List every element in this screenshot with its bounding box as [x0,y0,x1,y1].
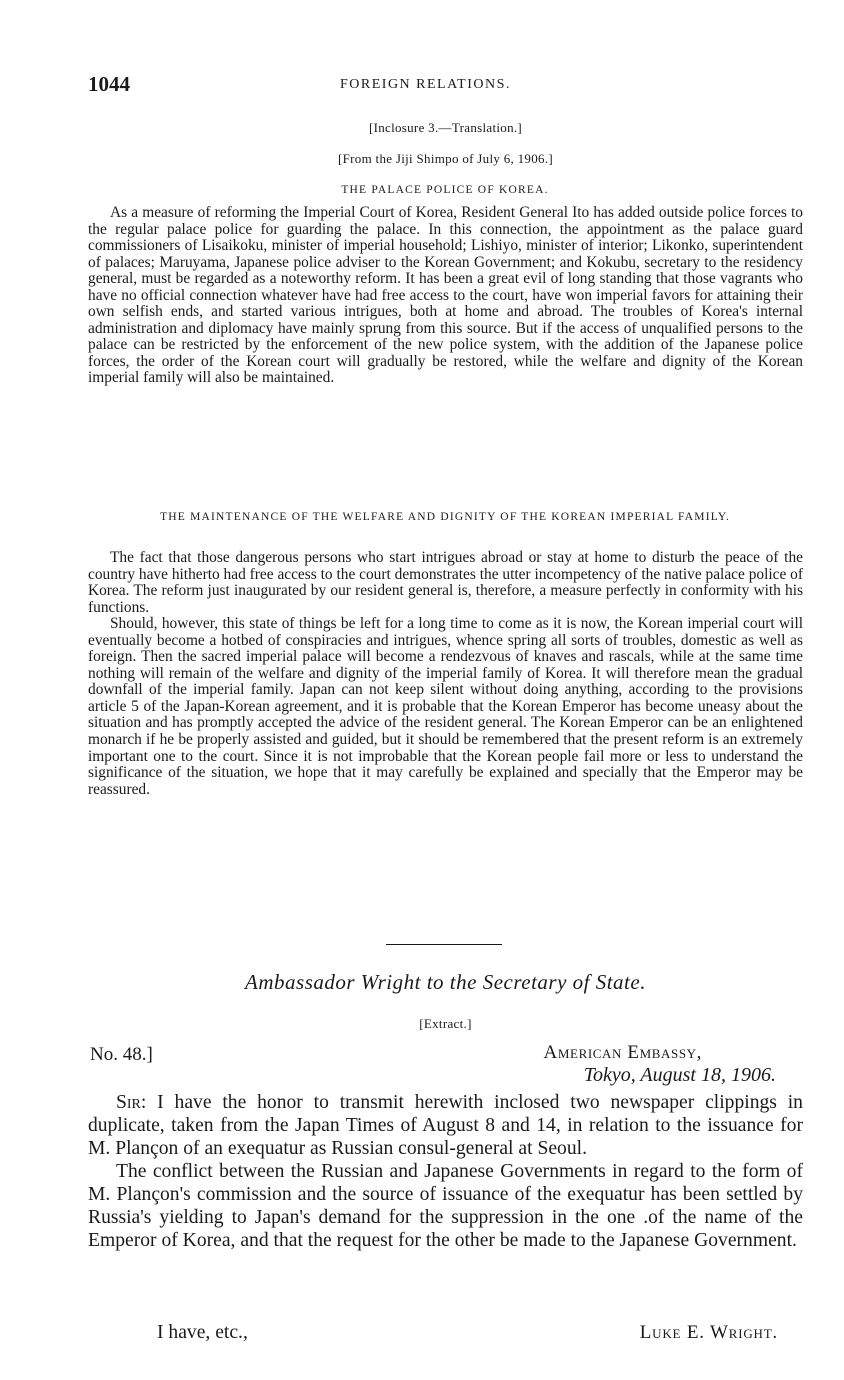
closing: I have, etc., [157,1322,248,1343]
salutation: Sir: [116,1092,147,1113]
paragraph-text: I have the honor to transmit herewith inclosed two newspaper clippings in duplicate, taken from the Japan Times of August 8 and 14, in relation to the issuance for M. Plançon of an exequatur as Russian consul-general at Seoul. [88,1092,803,1159]
page-number: 1044 [88,72,130,96]
inclosure-label: [Inclosure 3.—Translation.] [368,120,523,135]
inclosure-body-2 [88,550,803,798]
running-head [88,72,778,100]
section-heading-welfare-dignity: THE MAINTENANCE OF THE WELFARE AND DIGNITY OF THE KOREAN IMPERIAL FAMILY. [160,511,730,523]
place-date: Tokyo, August 18, 1906. [583,1064,776,1086]
inclosure-body-1 [88,205,803,387]
paragraph: The fact that those dangerous persons who start intrigues abroad or stay at home to disturb the peace of the country have hitherto had free access to the court demonstrates the utter incompetency of the native palace police of Korea. The reform just inaugurated by our resident general is, therefore, a measure perfectly in conformity with his functions. [88,549,803,616]
extract-label: [Extract.] [419,1016,472,1031]
section-heading-palace-police: THE PALACE POLICE OF KOREA. [341,184,549,196]
running-title: FOREIGN RELATIONS. [340,77,511,92]
letter-body [88,1091,803,1252]
letter-title: Ambassador Wright to the Secretary of State. [245,970,646,994]
paragraph: As a measure of reforming the Imperial Court of Korea, Resident General Ito has added outside police forces to the regular palace police for guarding the palace. In this connection, the appointment as the palace guard commissioners of Lisaikoku, minister of imperial household; Lishiyo, minister of interior; Likonko, superintendent of palaces; Maruyama, Japanese police adviser to the Korean Government; and Kokubu, secretary to the residency general, must be regarded as a noteworthy reform. It has been a great evil of long standing that those vagrants who have no official connection whatever have had free access to the court, have won imperial favors for attaining their own selfish ends, and started various intrigues, both at home and abroad. The troubles of Korea's internal administration and diplomacy have mainly sprung from this source. But if the access of unqualified persons to the palace can be restricted by the enforcement of the new police system, with the addition of the Japanese police forces, the order of the Korean court will gradually be restored, while the welfare and dignity of the Korean imperial family will also be maintained. [88,204,803,387]
section-divider [386,944,502,945]
paragraph [88,1091,803,1160]
signature: Luke E. Wright. [639,1322,778,1343]
paragraph: The conflict between the Russian and Japanese Governments in regard to the form of M. Plançon's commission and the source of issuance of the exequatur has been settled by Russia's yielding to Japan's demand for the suppression in the one .of the name of the Emperor of Korea, and that the request for the other be made to the Japanese Government. [88,1161,803,1251]
letter-number: No. 48.] [90,1044,153,1065]
paragraph: Should, however, this state of things be left for a long time to come as it is now, the Korean imperial court will eventually become a hotbed of conspiracies and intrigues, whence spring all sorts of troubles, domestic as well as foreign. Then the sacred imperial palace will become a rendezvous of knaves and rascals, while at the same time nothing will remain of the welfare and dignity of the imperial family of Korea. It will therefore mean the gradual downfall of the imperial family. Japan can not keep silent without doing anything, according to the provisions article 5 of the Japan-Korean agreement, and it is probable that the Korean Emperor has become uneasy about the situation and has promptly accepted the advice of the resident general. The Korean Emperor can be an enlightened monarch if he be properly assisted and guided, but it should be remembered that the present reform is an extremely important one to the court. Since it is not improbable that the Korean people fail more or less to understand the significance of the situation, we hope that it may carefully be explained and specially that the Emperor may be reassured. [88,615,803,798]
embassy-name: American Embassy, [543,1042,702,1063]
source-line: [From the Jiji Shimpo of July 6, 1906.] [337,151,553,166]
